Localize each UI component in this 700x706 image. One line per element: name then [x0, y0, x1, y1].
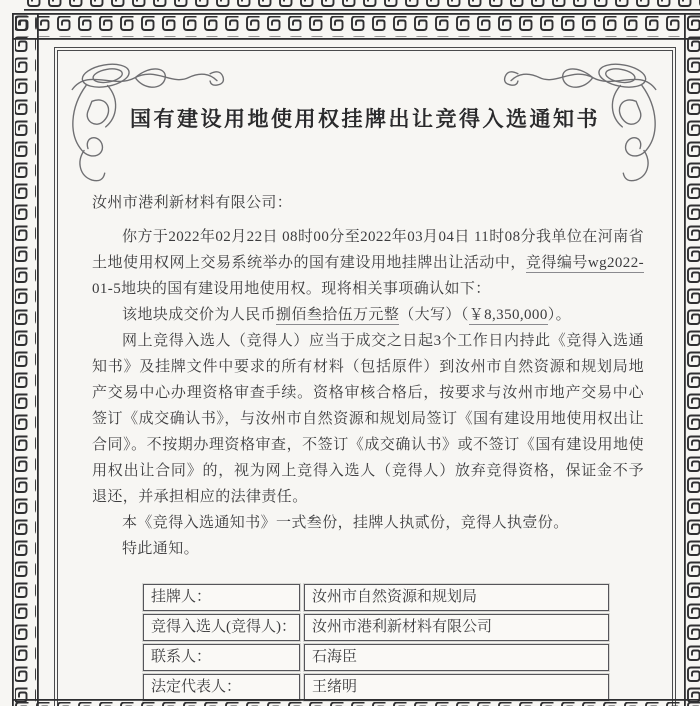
recipient-line: 汝州市港利新材料有限公司： [92, 195, 293, 211]
bid-info-text-cont: 01-5地块的国有建设用地使用权。现将相关事项确认如下： [92, 281, 491, 297]
meander-border-top-partial [24, 0, 700, 11]
table-label-legal-rep: 法定代表人： [143, 674, 300, 701]
meander-border-bottom-partial [12, 699, 700, 706]
table-label-winner: 竞得入选人(竞得人)： [143, 614, 300, 641]
bid-number-underlined: 竞得编号wg2022- [525, 255, 645, 271]
meander-border-top [12, 13, 700, 40]
paragraph-copies: 本《竞得入选通知书》一式叁份，挂牌人执贰份，竞得人执壹份。 [122, 515, 569, 531]
price-words-underlined: 捌佰叁拾伍万元整 [276, 307, 400, 323]
meander-border-right [684, 13, 700, 706]
table-value-winner: 汝州市港利新材料有限公司 [304, 614, 609, 641]
price-text-end: ）。 [547, 307, 572, 323]
table-row [143, 674, 609, 701]
paragraph-procedure: 网上竞得入选人（竞得人）应当于成交之日起3个工作日内持此《竞得入选通知书》及挂牌文件中要求的所有材料（包括原件）到汝州市自然资源和规划局地产交易中心办理资格审查手续。资格审核合格后，按要求与汝州市地产交易中心签订《成交确认书》，与汝州市自然资源和规划局签订《国有建设用地使用权出让合同》。不按期办理资格审查，不签订《成交确认书》或不签订《国有建设用地使用权出让合同》的，视为网上竞得入选人（竞得人）放弃竞得资格，保证金不予退还，并承担相应的法律责任。 [92, 333, 644, 505]
table-label-lister: 挂牌人： [143, 584, 300, 611]
paragraph-notice: 特此通知。 [122, 541, 200, 557]
document-title: 国有建设用地使用权挂牌出让竞得入选通知书 [130, 107, 600, 131]
table-row [143, 614, 609, 641]
paragraph-price [92, 302, 644, 328]
bid-info-text: 你方于2022年02月22日 08时00分至2022年03月04日 11时08分我单位在河南省土地使用权网上交易系统举办的国有建设用地挂牌出让活动中， [92, 229, 644, 271]
meander-border-left [12, 13, 39, 706]
table-value-lister: 汝州市自然资源和规划局 [304, 584, 609, 611]
table-label-contact: 联系人： [143, 644, 300, 671]
table-value-contact: 石海臣 [304, 644, 609, 671]
table-row [143, 584, 609, 611]
table-value-legal-rep: 王绪明 [304, 674, 609, 701]
document-body [92, 190, 644, 562]
signature-table [143, 584, 609, 701]
price-figure-underlined: ￥8,350,000 [468, 307, 548, 323]
price-text-mid: （大写）（ [399, 307, 469, 323]
paragraph-bid-info [92, 224, 644, 302]
corner-flourish-left-icon [62, 56, 240, 184]
certificate-frame [54, 47, 676, 706]
corner-flourish-right-icon [488, 56, 666, 184]
price-text: 该地块成交价为人民币 [122, 307, 277, 323]
table-row [143, 644, 609, 671]
